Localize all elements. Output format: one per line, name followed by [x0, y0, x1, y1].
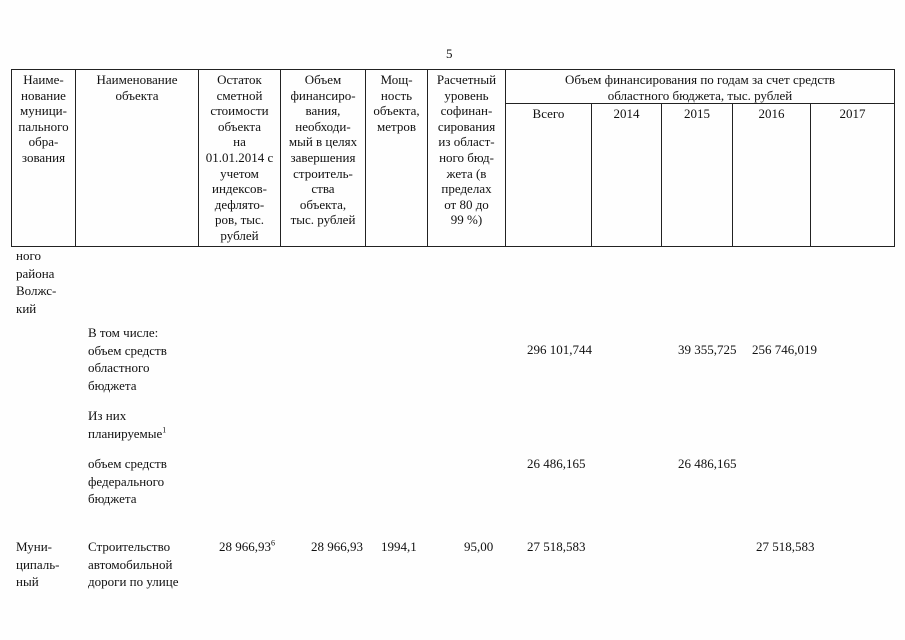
header-cofinancing: Расчетный уровень софинан- сирования из област- ного бюд- жета (в пределах от 80 до 99 %) — [428, 70, 506, 247]
road-cofinancing: 95,00 — [464, 539, 494, 554]
incl-total: 296 101,744 — [527, 342, 592, 357]
header-total: Всего — [506, 104, 592, 247]
road-total: 27 518,583 — [527, 539, 586, 554]
road-remaining-cost-value: 28 966,93 — [219, 539, 271, 554]
planned-line-2: планируемые — [88, 425, 163, 441]
header-capacity: Мощ- ность объекта, метров — [366, 70, 428, 247]
header-year-2015: 2015 — [662, 104, 733, 247]
header-table — [11, 69, 895, 247]
road-funding-volume: 28 966,93 — [311, 539, 363, 554]
road-capacity: 1994,1 — [381, 539, 417, 554]
header-funding-volume: Объем финансиро- вания, необходи- мый в целях завершения строитель- ства объекта, тыс. рублей — [281, 70, 366, 247]
page-number: 5 — [446, 46, 453, 61]
federal-total: 26 486,165 — [527, 456, 586, 471]
header-year-2014: 2014 — [592, 104, 662, 247]
planned-label — [88, 407, 166, 442]
header-object: Наименование объекта — [76, 70, 199, 247]
incl-2016: 256 746,019 — [752, 342, 817, 357]
road-remaining-cost-footnote: 6 — [271, 538, 275, 548]
header-year-2016: 2016 — [733, 104, 811, 247]
header-remaining-cost: Остаток сметной стоимости объекта на 01.01.2014 с учетом индексов- дефлято- ров, тыс. рублей — [199, 70, 281, 247]
header-years-group: Объем финансирования по годам за счет средств областного бюджета, тыс. рублей — [506, 70, 895, 104]
municipal-label: Муни- ципаль- ный — [16, 539, 60, 589]
road-label: Строительство автомобильной дороги по улице — [88, 539, 179, 589]
planned-line-1: Из них — [88, 408, 127, 423]
incl-label: В том числе: объем средств областного бюджета — [88, 325, 167, 393]
incl-2015: 39 355,725 — [678, 342, 737, 357]
federal-2015: 26 486,165 — [678, 456, 737, 471]
header-municipality: Наиме- нование муници- пального обра- зования — [12, 70, 76, 247]
road-2016: 27 518,583 — [756, 539, 815, 554]
road-remaining-cost — [219, 538, 275, 556]
header-year-2017: 2017 — [811, 104, 895, 247]
planned-footnote: 1 — [162, 425, 167, 435]
district-continuation: ного района Волжс- кий — [16, 248, 57, 316]
federal-label: объем средств федерального бюджета — [88, 456, 167, 506]
